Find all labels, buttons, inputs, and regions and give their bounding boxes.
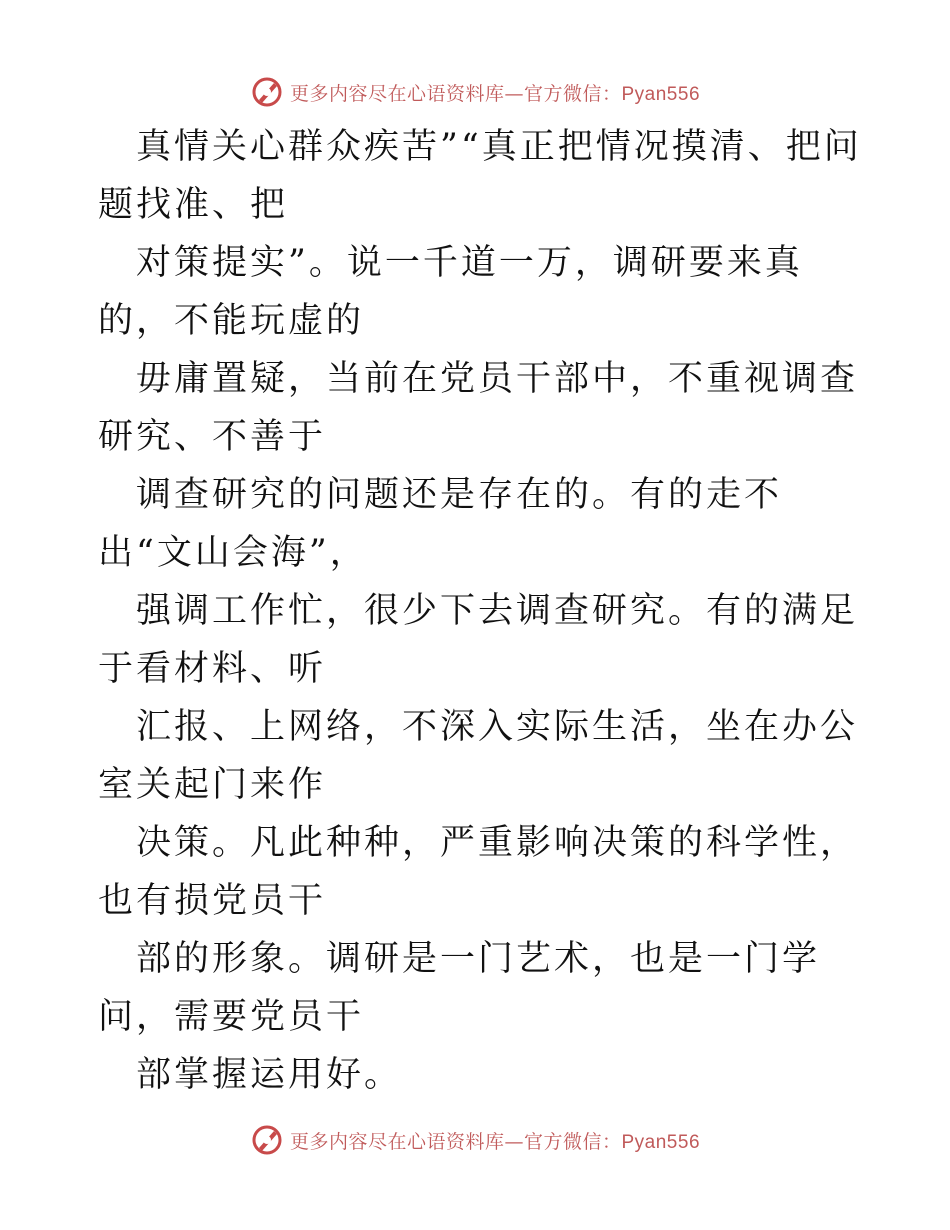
banner-handle: Pyan556 — [621, 1131, 701, 1153]
text-line: 强调工作忙，很少下去调查研究。有的满足于看 — [98, 591, 859, 689]
banner-dash: — — [504, 1130, 524, 1153]
paragraph-9 — [98, 1046, 868, 1104]
logo-icon — [250, 75, 284, 109]
text-line: 汇报、上网络，不深入实际生活，坐在办公室关 — [98, 707, 859, 805]
text-line-wrap: 起门来作 — [174, 765, 327, 805]
text-line: 部的形象。调研是一门艺术，也是一门学问，需 — [98, 939, 821, 1037]
text-line-wrap: 究、不善于 — [136, 417, 327, 457]
banner-dash: — — [504, 82, 524, 105]
text-line: 部掌握运用好。 — [136, 1055, 403, 1095]
paragraph-3 — [98, 350, 868, 466]
banner-handle: Pyan556 — [621, 83, 701, 105]
banner-main-text: 更多内容尽在心语资料库 — [289, 82, 505, 105]
paragraph-4 — [98, 466, 868, 582]
text-line-wrap: 能玩虚的 — [212, 301, 365, 341]
banner-main-text: 更多内容尽在心语资料库 — [289, 1130, 505, 1153]
paragraph-5 — [98, 582, 868, 698]
footer-banner — [0, 1120, 950, 1160]
text-line: 真情关心群众疾苦”“真正把情况摸清、把问题 — [98, 127, 862, 225]
text-line-wrap: 会海”， — [232, 533, 368, 573]
text-line: 毋庸置疑，当前在党员干部中，不重视调查研 — [98, 359, 859, 457]
paragraph-7 — [98, 814, 868, 930]
text-line: 决策。凡此种种，严重影响决策的科学性，也有 — [98, 823, 859, 921]
banner-official-label: 官方微信： — [523, 82, 622, 105]
paragraph-1 — [98, 118, 868, 234]
banner-official-label: 官方微信： — [523, 1130, 622, 1153]
text-line-wrap: 找准、把 — [136, 185, 289, 225]
header-banner — [0, 72, 950, 112]
paragraph-2 — [98, 234, 868, 350]
text-line-wrap: 材料、听 — [174, 649, 327, 689]
paragraph-6 — [98, 698, 868, 814]
text-line: 调查研究的问题还是存在的。有的走不出“文山 — [98, 475, 783, 573]
text-line-wrap: 损党员干 — [174, 881, 327, 921]
text-line-wrap: 要党员干 — [212, 997, 365, 1037]
banner-text — [290, 79, 700, 106]
paragraph-8 — [98, 930, 868, 1046]
logo-icon — [250, 1123, 284, 1157]
document-body — [98, 118, 868, 1104]
text-line: 对策提实”。说一千道一万，调研要来真的，不 — [98, 243, 803, 341]
banner-text — [290, 1127, 700, 1154]
